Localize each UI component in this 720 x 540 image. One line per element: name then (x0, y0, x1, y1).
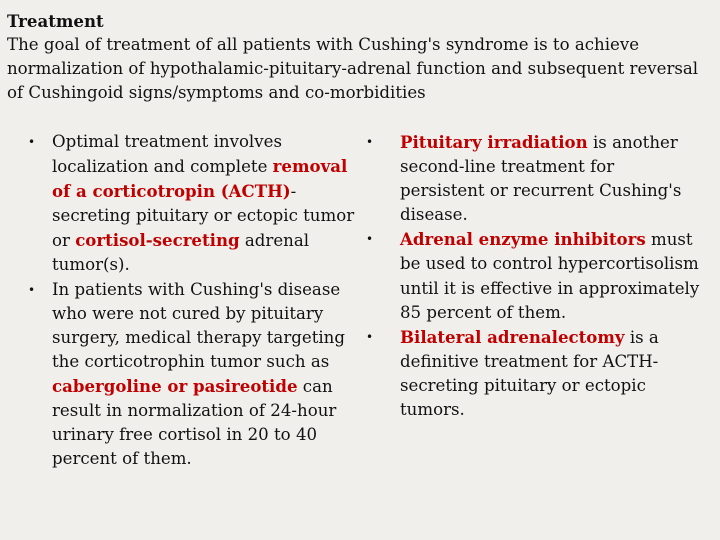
highlight-text: Pituitary irradiation (400, 132, 588, 152)
bullet-text: -secreting pituitary or ectopic tumor or (52, 182, 355, 251)
bullet-text: is another second-line treatment for persistent or recurrent Cushing's disease. (400, 133, 682, 225)
bullet-text: can result in normalization of 24-hour urinary free cortisol in 20 to 40 percent of them. (52, 376, 337, 469)
highlight-text: Adrenal enzyme inhibitors (400, 229, 646, 250)
slide-header (7, 9, 707, 105)
slide-title: Treatment (7, 11, 104, 31)
bullet-text: In patients with Cushing's disease who were not cured by pituitary surgery, medical therapy targeting the corticotrophin tumor such as (52, 279, 345, 371)
list-item (364, 130, 700, 227)
right-column-list (364, 130, 700, 422)
bullet-icon: • (366, 329, 374, 344)
left-column-list (28, 130, 356, 471)
list-item (28, 278, 356, 472)
bullet-icon: • (366, 135, 374, 149)
bullet-text: is a definitive treatment for ACTH-secreting pituitary or ectopic tumors. (400, 327, 659, 420)
highlight-text: removal of a corticotropin (ACTH) (52, 156, 348, 202)
highlight-text: cortisol-secreting (75, 230, 240, 251)
bullet-icon: • (28, 282, 36, 297)
goal-statement: The goal of treatment of all patients with Cushing's syndrome is to achieve normalization of hypothalamic-pituitary-adrenal function and subsequent reversal of Cushingoid signs/symptoms and co-morbidities (7, 35, 699, 102)
bullet-text: must be used to control hypercortisolism until it is effective in approximately 85 percent of them. (400, 230, 700, 322)
bullet-icon: • (366, 232, 374, 247)
bullet-text: Optimal treatment involves localization and complete (52, 132, 282, 177)
list-item (364, 325, 700, 422)
highlight-text: Bilateral adrenalectomy (400, 326, 625, 347)
highlight-text: cabergoline or pasireotide (52, 375, 298, 396)
list-item (364, 227, 700, 324)
list-item (28, 130, 356, 278)
bullet-icon: • (28, 135, 36, 149)
bullet-text: adrenal tumor(s). (52, 231, 310, 275)
